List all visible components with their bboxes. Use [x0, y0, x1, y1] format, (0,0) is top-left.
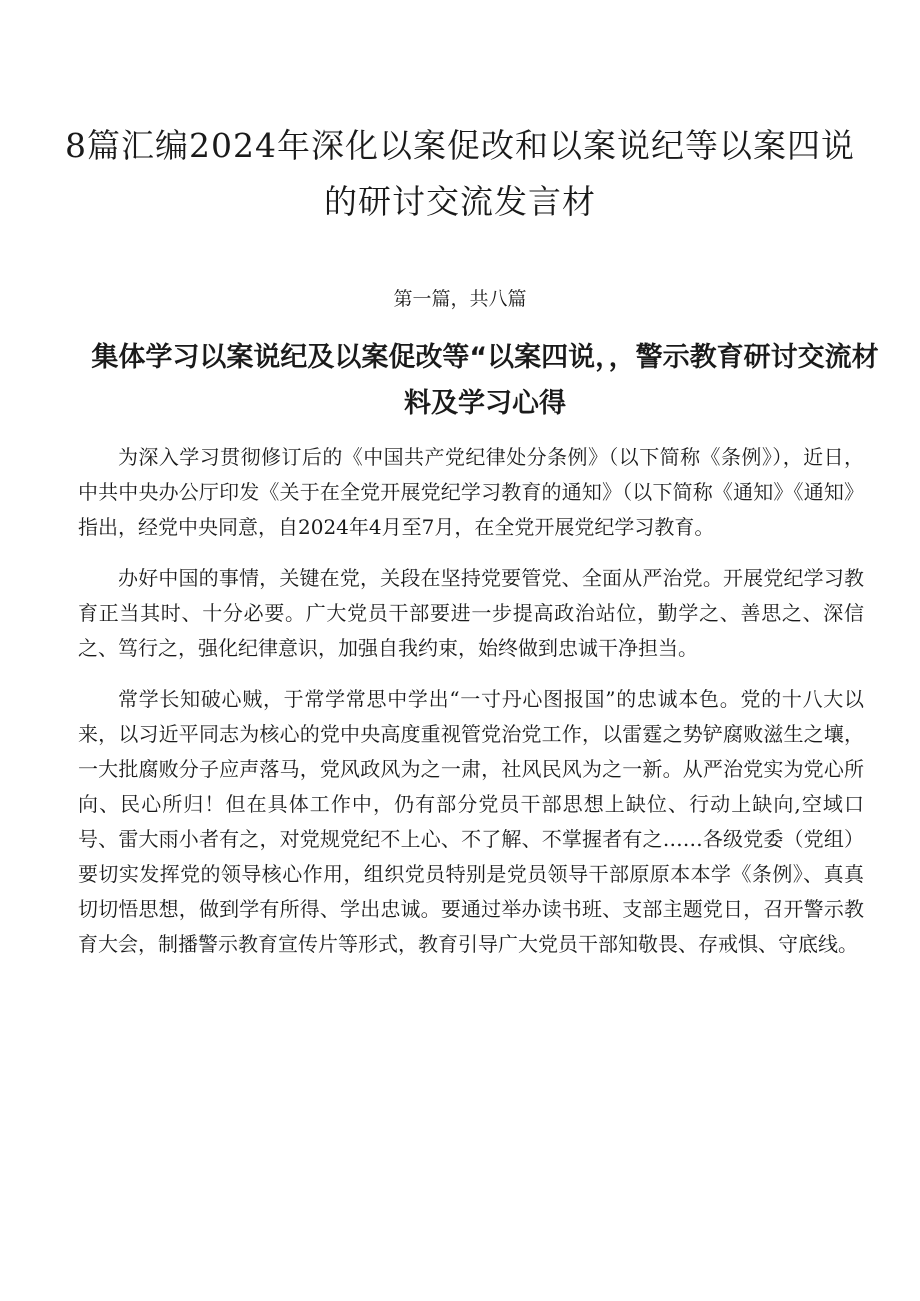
paragraph-2: 办好中国的事情，关键在党，关段在坚持党要管党、全面从严治党。开展党纪学习教育正当其时、十分必要。广大党员干部要进一步提高政治站位，勤学之、善思之、深信之、笃行之，强化纪律意识，加强自我约束，始终做到忠诚干净担当。 — [78, 566, 864, 660]
paragraph-1: 为深入学习贯彻修订后的《中国共产党纪律处分条例》（以下简称《条例》），近日，中共中央办公厅印发《关于在全党开展党纪学习教育的通知》（以下简称《通知》《通知》指出，经党中央同意，自2024年4月至7月，在全党开展党纪学习教育。 — [78, 445, 864, 539]
document-title: 8篇汇编2024年深化以案促改和以案说纪等以案四说的研讨交流发言材 — [65, 126, 855, 221]
body-text — [78, 440, 864, 978]
paragraph-3: 常学长知破心贼，于常学常思中学出“一寸丹心图报国”的忠诚本色。党的十八大以来，以习近平同志为核心的党中央高度重视管党治党工作，以雷霆之势铲腐败滋生之壤，一大批腐败分子应声落马，党风政风为之一肃，社风民风为之一新。从严治党实为党心所向、民心所归！但在具体工作中，仍有部分党员干部思想上缺位、行动上缺向,空域口号、雷大雨小者有之，对党规党纪不上心、不了解、不掌握者有之……各级党委（党组）要切实发挥党的领导核心作用，组织党员特别是党员领导干部原原本本学《条例》、真真切切悟思想，做到学有所得、学出忠诚。要通过举办读书班、支部主题党日，召开警示教育大会，制播警示教育宣传片等形式，教育引导广大党员干部知敬畏、存戒惧、守底线。 — [78, 687, 864, 956]
section-title: 集体学习以案说纪及以案促改等“以案四说，，警示教育研讨交流材料及学习心得 — [91, 342, 879, 419]
part-label: 第一篇，共八篇 — [393, 288, 527, 310]
